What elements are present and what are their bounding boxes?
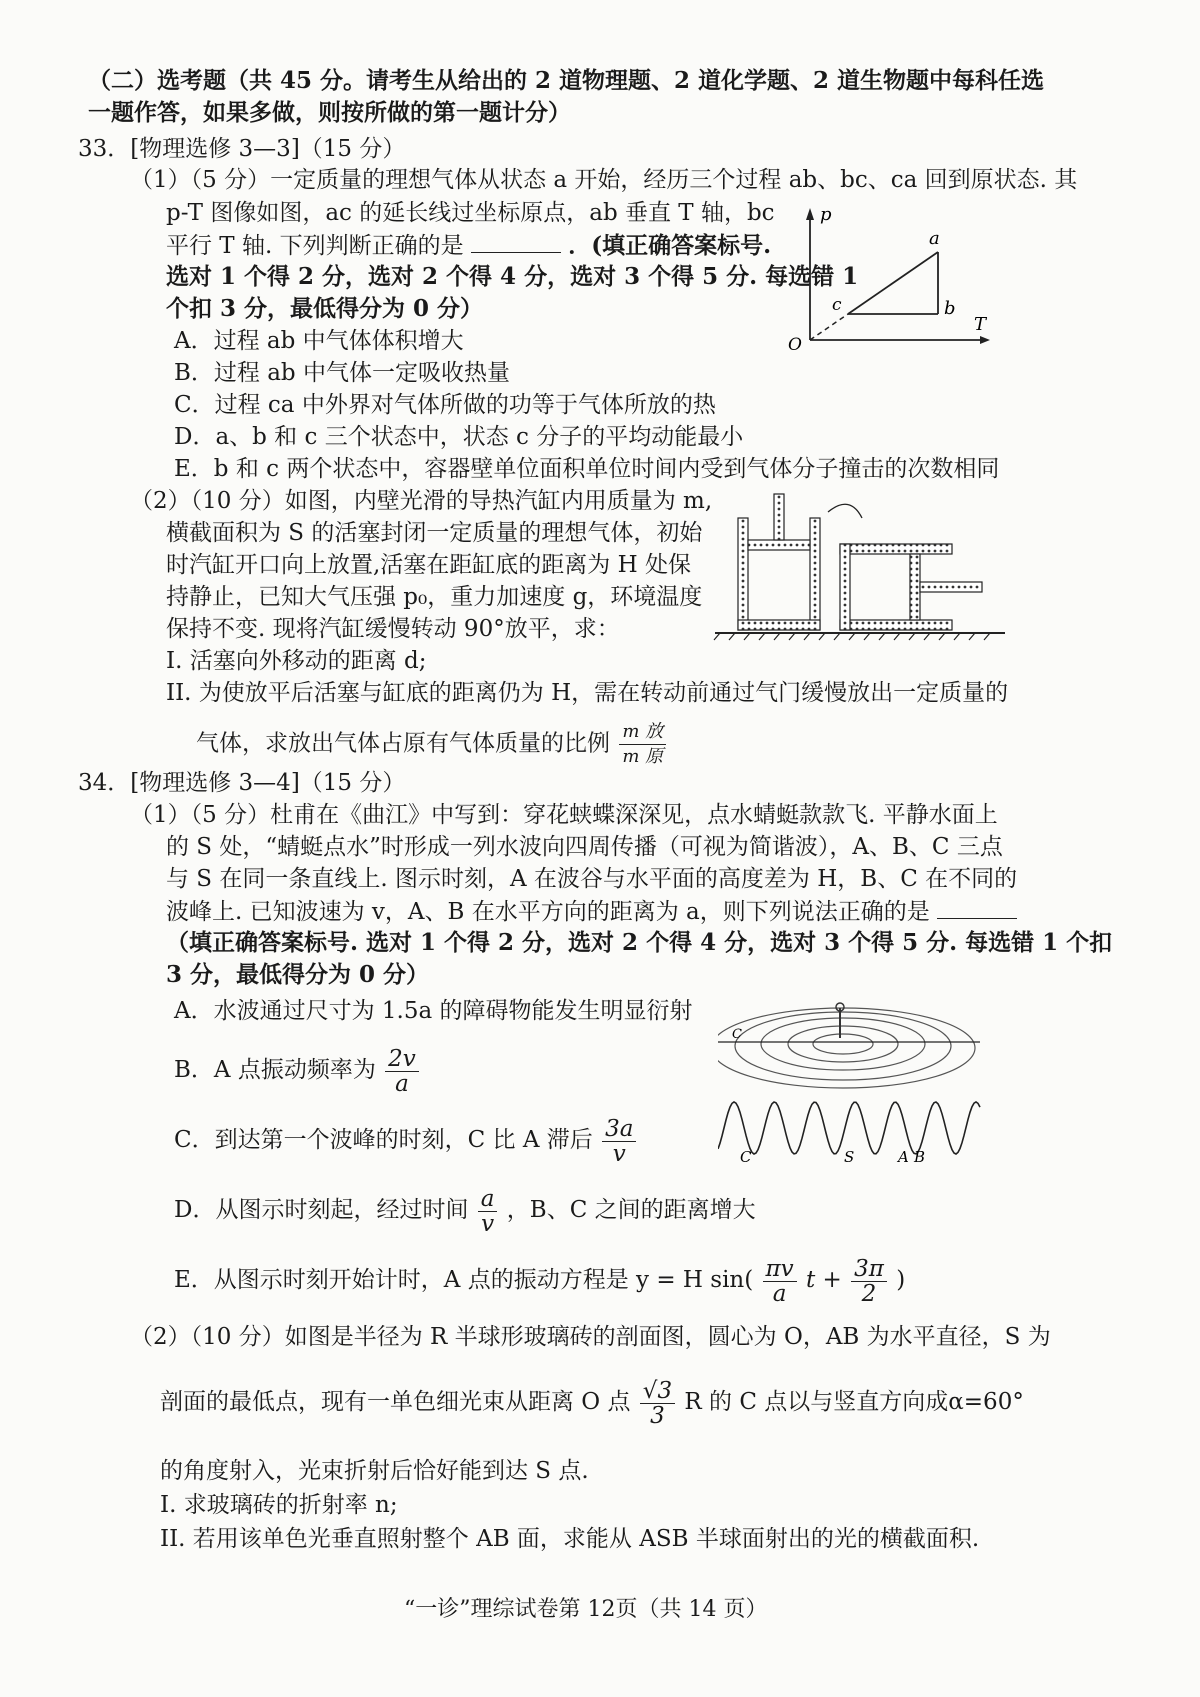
q34-p1-line6: 3 分，最低得分为 0 分） (166, 961, 430, 988)
page-footer: “一诊”理综试卷第 12页（共 14 页） (404, 1597, 768, 1622)
q33-option-a: A．过程 ab 中气体体积增大 (174, 328, 464, 354)
q33-p2-line7: II. 为使放平后活塞与缸底的距离仍为 H，需在转动前通过气门缓慢放出一定质量的 (166, 680, 1009, 706)
q34-p2-line2-suffix: R 的 C 点以与竖直方向成α=60° (684, 1389, 1024, 1415)
cyl-rod (774, 494, 784, 540)
q33-option-d: D．a、b 和 c 三个状态中，状态 c 分子的平均动能最小 (174, 424, 744, 450)
wave-label-c: C (740, 1148, 752, 1166)
q33-title: 33．[物理选修 3—3]（15 分） (78, 136, 406, 162)
q33-option-b: B．过程 ab 中气体一定吸收热量 (174, 360, 510, 386)
optd-den: v (481, 1210, 495, 1237)
q33-p1-line3 (166, 230, 771, 261)
opte-num2: 3π (851, 1257, 887, 1282)
ripple-rings (718, 1008, 975, 1088)
q33-p2-line4: 持静止，已知大气压强 p₀，重力加速度 g，环境温度 (166, 584, 703, 610)
extension-line (810, 314, 848, 340)
opte-num1: πv (763, 1257, 797, 1282)
q33-p1-line4: 选对 1 个得 2 分，选对 2 个得 4 分，选对 3 个得 5 分. 每选错 1 (166, 263, 859, 290)
hcyl-bottom-wall (840, 620, 952, 630)
q34-option-b (174, 1040, 421, 1100)
q34-option-e-suffix: ) (896, 1267, 906, 1293)
q34-option-c-text: C．到达第一个波峰的时刻，C 比 A 滞后 (174, 1127, 593, 1153)
q33-p2-line6: I. 活塞向外移动的距离 d; (166, 648, 427, 674)
q33-p2-line8-text: 气体，求放出气体占原有气体质量的比例 (196, 730, 610, 757)
opte-fraction-2 (851, 1257, 887, 1306)
q34-p1-line4 (166, 896, 1017, 927)
q34-p2-line2 (160, 1372, 1024, 1432)
hcyl-top-wall (840, 544, 952, 554)
mass-ratio-den: m 原 (622, 746, 664, 767)
optd-fraction (478, 1187, 498, 1236)
optd-num: a (478, 1187, 498, 1212)
q34-p2-line5: II. 若用该单色光垂直照射整个 AB 面，求能从 ASB 半球面射出的光的横截面积. (160, 1526, 980, 1552)
section-header-line1: （二）选考题（共 45 分。请考生从给出的 2 道物理题、2 道化学题、2 道生物题中每科任选 (88, 67, 1045, 94)
q34-p1-line5: （填正确答案标号. 选对 1 个得 2 分，选对 2 个得 4 分，选对 3 个得 5 分. 每选错 1 个扣 (166, 929, 1113, 956)
q33-p1-line3-tail: ．(填正确答案标号. (568, 232, 772, 259)
q34-option-e-text: E．从图示时刻开始计时，A 点的振动方程是 y = H sin( (174, 1267, 754, 1293)
optb-fraction (385, 1047, 419, 1096)
label-b: b (944, 298, 956, 319)
ground-hatch (714, 633, 990, 640)
sqrt3-num: √3 (640, 1379, 675, 1404)
cyl-piston (748, 540, 810, 550)
q34-option-d-suffix: ，B、C 之间的距离增大 (506, 1197, 756, 1223)
sqrt3-fraction (640, 1379, 675, 1428)
cyl-bottom (738, 620, 820, 630)
q34-option-d-text: D．从图示时刻起，经过时间 (174, 1197, 469, 1223)
cyl-left-wall (738, 518, 748, 630)
cylinder-diagram (710, 488, 1010, 648)
optb-den: a (395, 1070, 409, 1097)
rotation-arrow (828, 504, 862, 518)
sine-wave (718, 1102, 980, 1154)
q34-p2-line4: I. 求玻璃砖的折射率 n; (160, 1492, 398, 1518)
q34-option-d (174, 1180, 756, 1240)
answer-blank (471, 230, 561, 253)
q33-option-e: E．b 和 c 两个状态中，容器壁单位面积单位时间内受到气体分子撞击的次数相同 (174, 456, 1000, 482)
wave-label-s: S (844, 1148, 855, 1166)
optc-num: 3a (602, 1117, 636, 1142)
q34-p1-line4-text: 波峰上. 已知波速为 v，A、B 在水平方向的距离为 a，则下列说法正确的是 (166, 899, 930, 925)
wave-label-b: B (914, 1148, 926, 1166)
opte-den1: a (772, 1280, 787, 1307)
q34-p2-line3: 的角度射入，光束折射后恰好能到达 S 点. (160, 1458, 589, 1484)
hcyl-rod (920, 582, 982, 592)
water-wave-figure (718, 998, 988, 1190)
optb-num: 2v (385, 1047, 419, 1072)
q33-p2-line3: 时汽缸开口向上放置,活塞在距缸底的距离为 H 处保 (166, 552, 691, 578)
cyl-right-wall (810, 518, 820, 630)
q34-option-a: A．水波通过尺寸为 1.5a 的障碍物能发生明显衍射 (174, 998, 693, 1024)
line-ca (848, 252, 938, 314)
t-axis-arrow (980, 336, 990, 344)
mass-ratio-num: m 放 (619, 720, 666, 745)
q33-p2-line1: （2）（10 分）如图，内壁光滑的导热汽缸内用质量为 m, (130, 488, 713, 514)
opte-den2: 2 (861, 1280, 877, 1307)
q34-p2-line2-text: 剖面的最低点，现有一单色细光束从距离 O 点 (160, 1389, 631, 1415)
q33-p1-line3-text: 平行 T 轴. 下列判断正确的是 (166, 233, 464, 259)
q34-p1-line3: 与 S 在同一条直线上. 图示时刻，A 在波谷与水平面的高度差为 H，B、C 在不同的 (166, 866, 1018, 892)
p-axis-arrow (806, 208, 814, 220)
label-origin: O (788, 335, 802, 355)
optc-den: v (612, 1140, 626, 1167)
label-c: c (832, 295, 842, 315)
q33-p2-line8 (196, 720, 668, 769)
q33-p1-line1: （1）（5 分）一定质量的理想气体从状态 a 开始，经历三个过程 ab、bc、ca 回到原状态. 其 (130, 167, 1078, 193)
q33-p2-line5: 保持不变. 现将汽缸缓慢转动 90°放平，求： (166, 616, 620, 642)
sqrt3-den: 3 (650, 1402, 665, 1429)
wave-top-label-c: C (732, 1027, 742, 1042)
q34-title: 34．[物理选修 3—4]（15 分） (78, 770, 406, 796)
optc-fraction (602, 1117, 636, 1166)
q33-p2-line2: 横截面积为 S 的活塞封闭一定质量的理想气体，初始 (166, 520, 703, 546)
q34-p1-line1: （1）（5 分）杜甫在《曲江》中写到：穿花蛱蝶深深见，点水蜻蜓款款飞. 平静水面上 (130, 802, 998, 828)
hcyl-piston (910, 554, 920, 620)
q33-p1-line5: 个扣 3 分，最低得分为 0 分） (166, 295, 484, 322)
q34-p2-line1: （2）（10 分）如图是半径为 R 半球形玻璃砖的剖面图，圆心为 O，AB 为水平直径，S 为 (130, 1324, 1051, 1350)
q34-p1-line2: 的 S 处，“蜻蜓点水”时形成一列水波向四周传播（可视为简谐波），A、B、C 三点 (166, 834, 1003, 860)
answer-blank-2 (937, 896, 1017, 919)
label-T: T (974, 314, 987, 335)
hcyl-base (840, 544, 850, 630)
opte-fraction-1 (763, 1257, 797, 1306)
label-a: a (929, 228, 940, 249)
q34-option-c (174, 1110, 638, 1170)
section-header-line2: 一题作答，如果多做，则按所做的第一题计分） (88, 99, 571, 126)
label-p: p (820, 204, 832, 225)
mass-ratio-fraction (619, 720, 666, 769)
pt-graph (780, 200, 1000, 380)
q33-p1-line2: p-T 图像如图，ac 的延长线过坐标原点，ab 垂直 T 轴，bc (166, 200, 775, 226)
q33-option-c: C．过程 ca 中外界对气体所做的功等于气体所放的热 (174, 392, 716, 418)
q34-option-e-mid: t + (805, 1267, 842, 1293)
q34-option-e (174, 1250, 905, 1310)
wave-label-a: A (898, 1148, 909, 1166)
q34-option-b-text: B．A 点振动频率为 (174, 1057, 376, 1083)
